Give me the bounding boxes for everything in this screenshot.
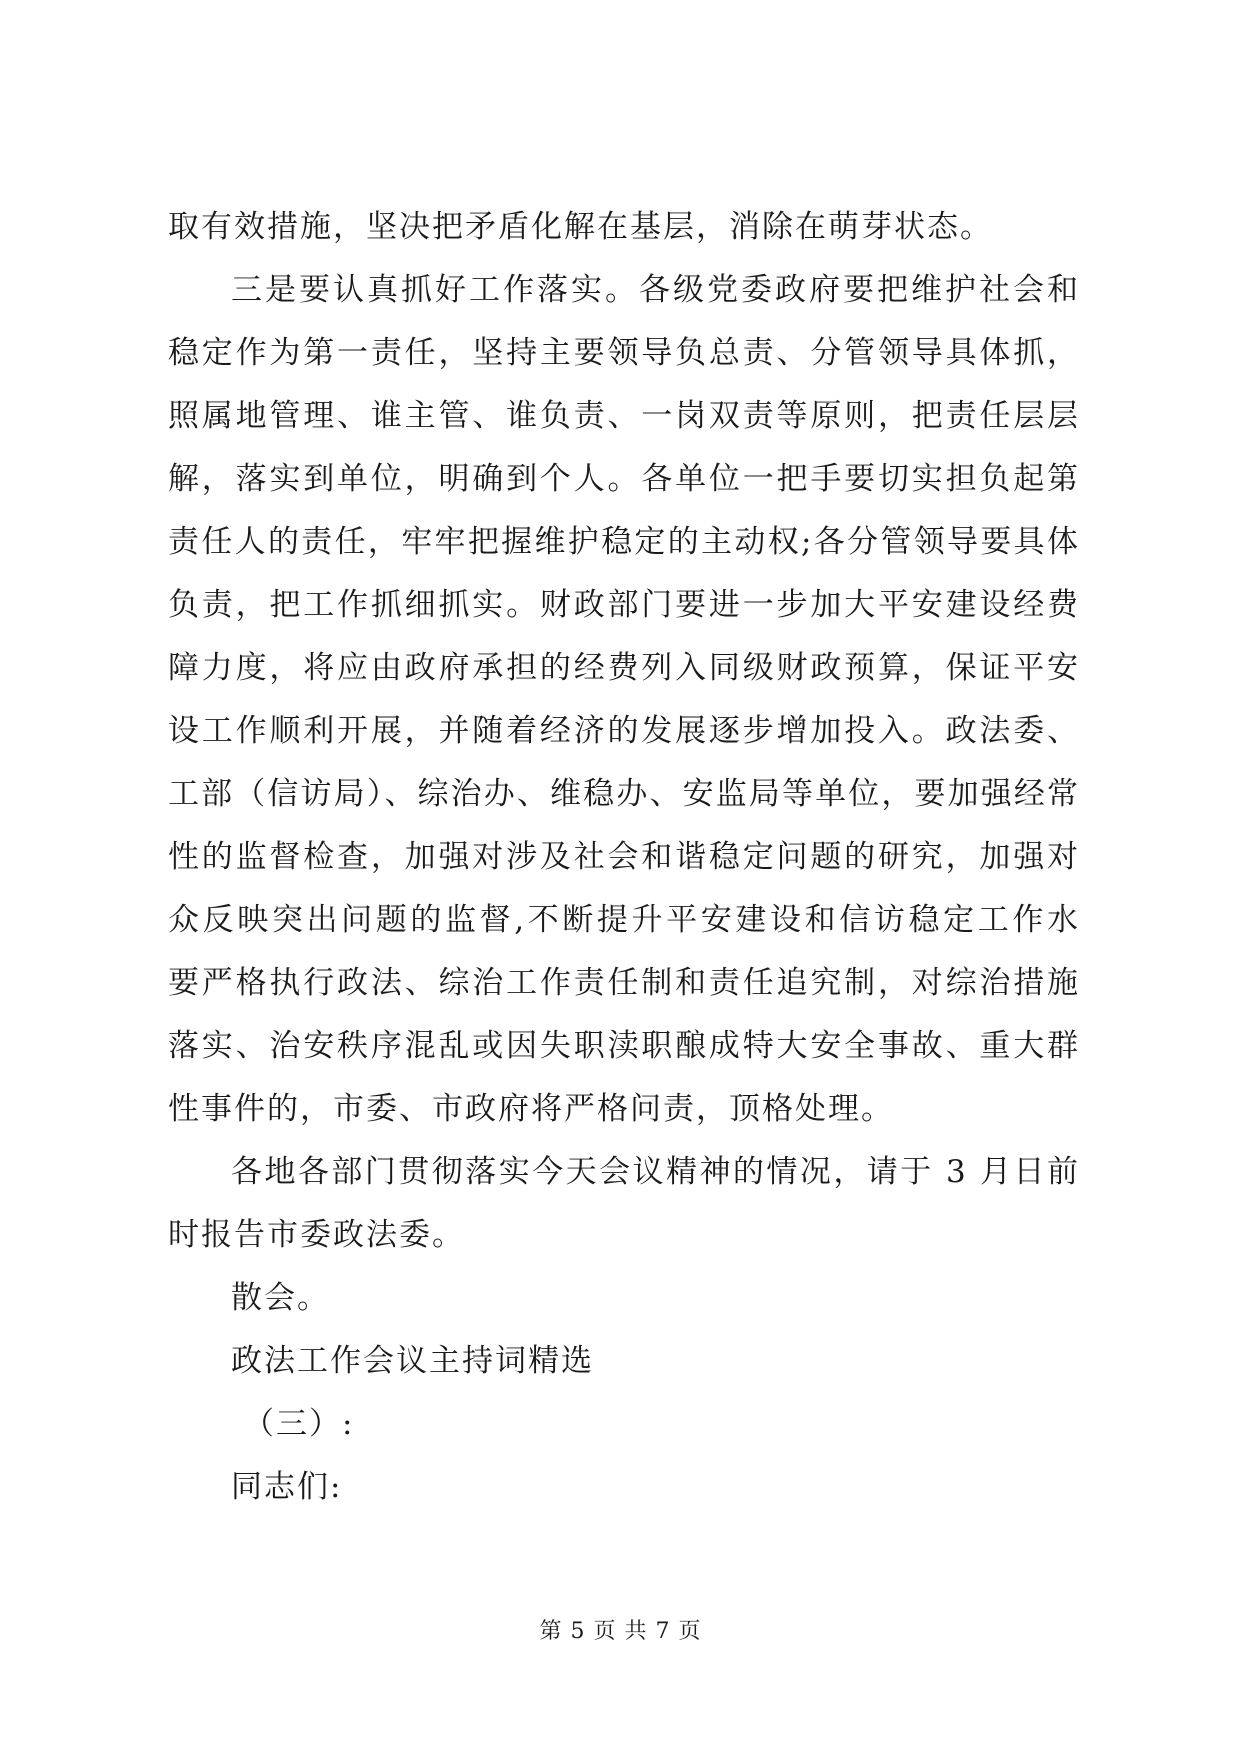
text-line-12: 众反映突出问题的监督,不断提升平安建设和信访稳定工作水 — [168, 902, 1080, 938]
text-line-6: 责任人的责任，牢牢把握维护稳定的主动权;各分管领导要具体 — [168, 524, 1080, 560]
text-line-17: 时报告市委政法委。 — [168, 1217, 465, 1253]
text-line-9: 设工作顺利开展，并随着经济的发展逐步增加投入。政法委、 — [168, 713, 1080, 749]
text-line-16: 各地各部门贯彻落实今天会议精神的情况，请于 3 月日前 — [231, 1154, 1080, 1190]
text-line-10: 工部（信访局）、综治办、维稳办、安监局等单位，要加强经常 — [168, 776, 1080, 812]
document-body — [168, 196, 1080, 1519]
text-line-7: 负责，把工作抓细抓实。财政部门要进一步加大平安建设经费 — [168, 587, 1080, 623]
text-line-1: 取有效措施，坚决把矛盾化解在基层，消除在萌芽状态。 — [168, 209, 993, 245]
page-number-footer: 第 5 页 共 7 页 — [539, 1619, 702, 1644]
text-line-13: 要严格执行政法、综治工作责任制和责任追究制，对综治措施 — [168, 965, 1080, 1001]
text-line-3: 稳定作为第一责任，坚持主要领导负总责、分管领导具体抓， — [168, 335, 1080, 371]
text-line-4: 照属地管理、谁主管、谁负责、一岗双责等原则，把责任层层 — [168, 398, 1080, 434]
section-title: 政法工作会议主持词精选 — [231, 1343, 594, 1379]
text-line-18: 散会。 — [231, 1280, 330, 1316]
section-number: （三）: — [243, 1406, 355, 1442]
text-line-15: 性事件的，市委、市政府将严格问责，顶格处理。 — [168, 1091, 894, 1127]
text-line-11: 性的监督检查，加强对涉及社会和谐稳定问题的研究，加强对 — [168, 839, 1080, 875]
text-line-8: 障力度，将应由政府承担的经费列入同级财政预算，保证平安 — [168, 650, 1080, 686]
text-line-14: 落实、治安秩序混乱或因失职渎职酿成特大安全事故、重大群 — [168, 1028, 1080, 1064]
salutation: 同志们: — [231, 1469, 343, 1505]
text-line-5: 解，落实到单位，明确到个人。各单位一把手要切实担负起第 — [168, 461, 1080, 497]
text-line-2: 三是要认真抓好工作落实。各级党委政府要把维护社会和 — [231, 272, 1080, 308]
